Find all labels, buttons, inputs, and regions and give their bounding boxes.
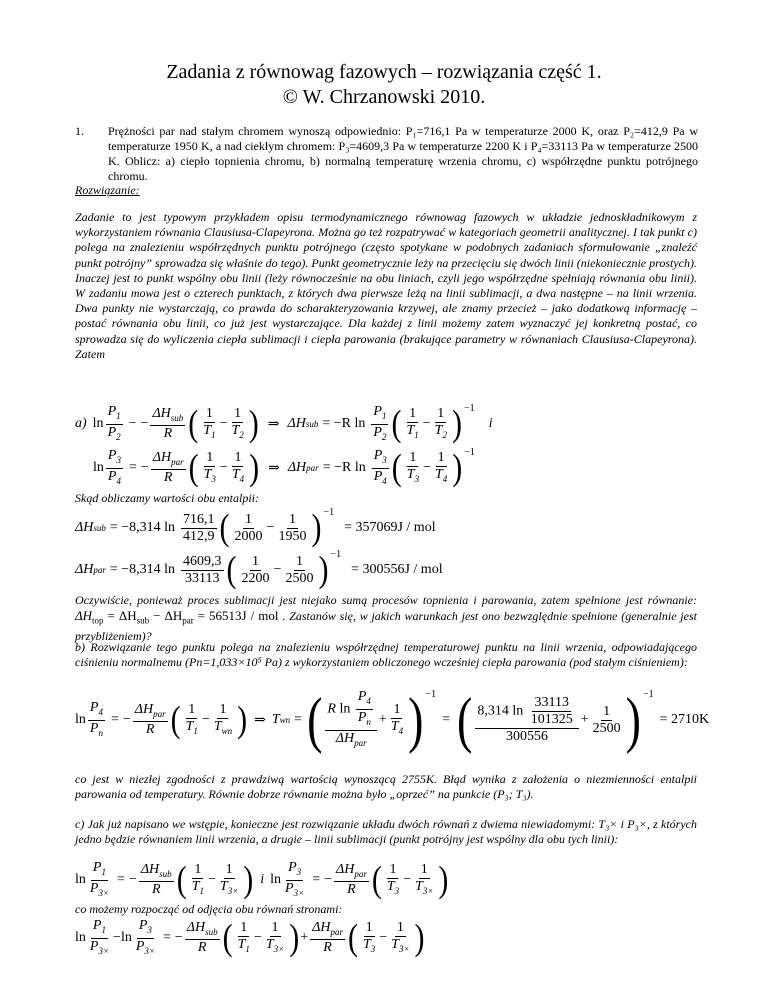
problem-text: Prężności par nad stałym chromem wynoszą odpowiednio: P₁=716,1 Pa w temperaturze 2000 K, oraz P₂=412,9 Pa w temperaturze 1950 K, a nad ciekłym chromem: P₃=4609,3 Pa w temperaturze 2200 K i P₄=33113 Pa w temperaturze 2500 K. Oblicz: a) ciepło topnienia chromu, b) normalną temperaturę wrzenia chromu, c) współrzędne punktu potrójnego chromu.	[108, 124, 698, 183]
equation-boiling-point: ln $\frac{P_4}{P_n}$ = − $\frac{\Delta H_{par}}{R}$ ( $\frac{1}{T_1}$ − $\frac{1}{T_{wn}}$ ) ⇒ T wn = ( R ln $\frac{P_4}{P_n}$ $\Delta H_{par}$ + $\frac{1}{T_4}$ ) −1 = ( 8,314 ln $\frac{33113}{101325}$ 300556 + $\frac{1}{2500}$ ) −1 = 2710K	[75, 684, 710, 754]
calc-sub-coef: = −8,314 ln	[109, 520, 176, 535]
document-title: Zadania z równowag fazowych – rozwiązania część 1.	[166, 61, 602, 83]
intro-paragraph: Zadanie to jest typowym przykładem opisu termodynamicznego równowag fazowych w układzie jednoskładnikowym z wykorzystaniem równania Clausiusa-Clapeyrona. Można go też rozpatrywać w kategoriach geometrii analitycznej. I tak punkt c) polega na znalezieniu współrzędnych punktu potrójnego (często spotykane w podobnych zadaniach sformułowanie „znaleźć punkt potrójny” sprowadza się właśnie do tego). Punkt geometrycznie leży na przecięciu się dwóch linii (niekoniecznie prostych). Inaczej jest to punkt wspólny obu linii (leży równocześnie na obu liniach, czyli jego współrzędne spełniają równania obu linii). W zadaniu mowa jest o czterech punktach, z których dwa pierwsze leżą na linii sublimacji, a dwa następne – na linii wrzenia. Dwa punkty nie wystarczają, co prawda do scharakteryzowania krzywej, ale znamy przecież – jako dodatkową informację – postać równania obu linii, co już jest wystarczające. Dla każdej z linii możemy zatem wyznaczyć jej konkretną postać, co sprowadza się do wyliczenia ciepła sublimacji i ciepła parowania (brakujące parametry w równaniach Clausiusa-Clapeyrona). Zatem	[75, 210, 697, 361]
obviously-paragraph: Oczywiście, ponieważ proces sublimacji jest niejako sumą procesów topnienia i parowania, zatem spełnione jest równanie: $\Delta H_{top} = \Delta H_{sub} - \Delta H_{par} = 56513J$ / mol . Zastanów się, w jakich warunkach jest ono bezwzględnie spełnione (generalnie jest przybliżeniem)?	[75, 593, 697, 643]
solution-heading: Rozwiązanie:	[75, 183, 140, 197]
eq-and: i	[488, 416, 493, 431]
eq-neg-r-ln: = −R ln	[322, 416, 366, 431]
part-c-text: c) Jak już napisano we wstępie, konieczne jest rozwiązanie układu dwóch równań z dwiema niewiadomymi: T₃× i P₃×, z których jedno będzie równaniem linii wrzenia, a drugie – linii sublimacji (punkt potrójny jest wspólny dla obu tych linii):	[75, 817, 697, 847]
eq-frac-1-t2: $\frac{1}{T_2}$	[231, 405, 244, 440]
boiling-point-result: = 2710K	[659, 712, 710, 727]
problem-number: 1.	[75, 124, 84, 138]
calc-sublimation: ΔH sub = −8,314 ln $\frac{716,1}{412,9}$ ( $\frac{1}{2000}$ − $\frac{1}{1950}$ ) −1 = 357069J / mol	[75, 506, 436, 548]
equation-system-triple-point: ln $\frac{P_1}{P_{3\times}}$ = − $\frac{\Delta H_{sub}}{R}$ ( $\frac{1}{T_1}$ − $\frac{1}{T_{3\times}}$ ) i ln $\frac{P_3}{P_{3\times}}$ = − $\frac{\Delta H_{par}}{R}$ ( $\frac{1}{T_3}$ − $\frac{1}{T_{3\times}}$ )	[75, 858, 449, 900]
eq-frac-p1-p2: $\frac{P_1}{P_2}$	[107, 403, 121, 442]
calc-vaporization: ΔH par = −8,314 ln $\frac{4609,3}{33113}$ ( $\frac{1}{2200}$ − $\frac{1}{2500}$ ) −1 = 300556J / mol	[75, 548, 443, 590]
calc-par-result: = 300556J / mol	[351, 562, 443, 577]
eq-label-a: a)	[75, 416, 87, 431]
part-c-subtract: co możemy rozpocząć od odjęcia obu równań stronami:	[75, 902, 343, 916]
eq-equals-minus: −	[128, 416, 137, 431]
equation-vaporization: ln $\frac{P_3}{P_4}$ = − $\frac{\Delta H_{par}}{R}$ ( $\frac{1}{T_3}$ − $\frac{1}{T_4}$ ) ⇒ ΔH par = −R ln $\frac{P_3}{P_4}$ ( $\frac{1}{T_3}$ − $\frac{1}{T_4}$ ) −1	[93, 446, 475, 488]
eq-ln: ln	[92, 416, 104, 431]
document-copyright: © W. Chrzanowski 2010.	[282, 86, 486, 108]
eq-implies: ⇒	[267, 416, 280, 432]
eq-frac-1-t1: $\frac{1}{T_1}$	[203, 405, 216, 440]
part-b-text: b) Rozwiązanie tego punktu polega na znalezieniu współrzędnej temperaturowej punktu na linii wrzenia, odpowiadającego ciśnieniu normalnemu (Pn=1,033×10⁵ Pa) z wykorzystaniem obliczonego wcześniej ciepła parowania (pod stałym ciśnieniem):	[75, 640, 697, 670]
eq-frac-dh-r: $\frac{\Delta H_{sub}}{R}$	[152, 405, 184, 442]
part-b-note: co jest w niezłej zgodności z prawdziwą wartością wynoszącą 2755K. Błąd wynika z założenia o niezmienności entalpii parowania od temperatury. Równie dobrze równanie można było „oprzeć” na punkcie (P₃; T₃).	[75, 772, 697, 802]
calc-intro: Skąd obliczamy wartości obu entalpii:	[75, 491, 259, 505]
equation-subtracted: ln $\frac{P_1}{P_{3\times}}$ − ln $\frac{P_3}{P_{3\times}}$ = − $\frac{\Delta H_{sub}}{R}$ ( $\frac{1}{T_1}$ − $\frac{1}{T_{3\times}}$ ) + $\frac{\Delta H_{par}}{R}$ ( $\frac{1}{T_3}$ − $\frac{1}{T_{3\times}}$ )	[75, 916, 425, 958]
equation-sublimation: a) ln $\frac{P_1}{P_2}$ − − $\frac{\Delta H_{sub}}{R}$ ( $\frac{1}{T_1}$ − $\frac{1}{T_2}$ ) ⇒ ΔH sub = −R ln $\frac{P_1}{P_2}$ ( $\frac{1}{T_1}$ − $\frac{1}{T_2}$ ) −1 i	[75, 402, 493, 444]
calc-sub-result: = 357069J / mol	[344, 520, 436, 535]
